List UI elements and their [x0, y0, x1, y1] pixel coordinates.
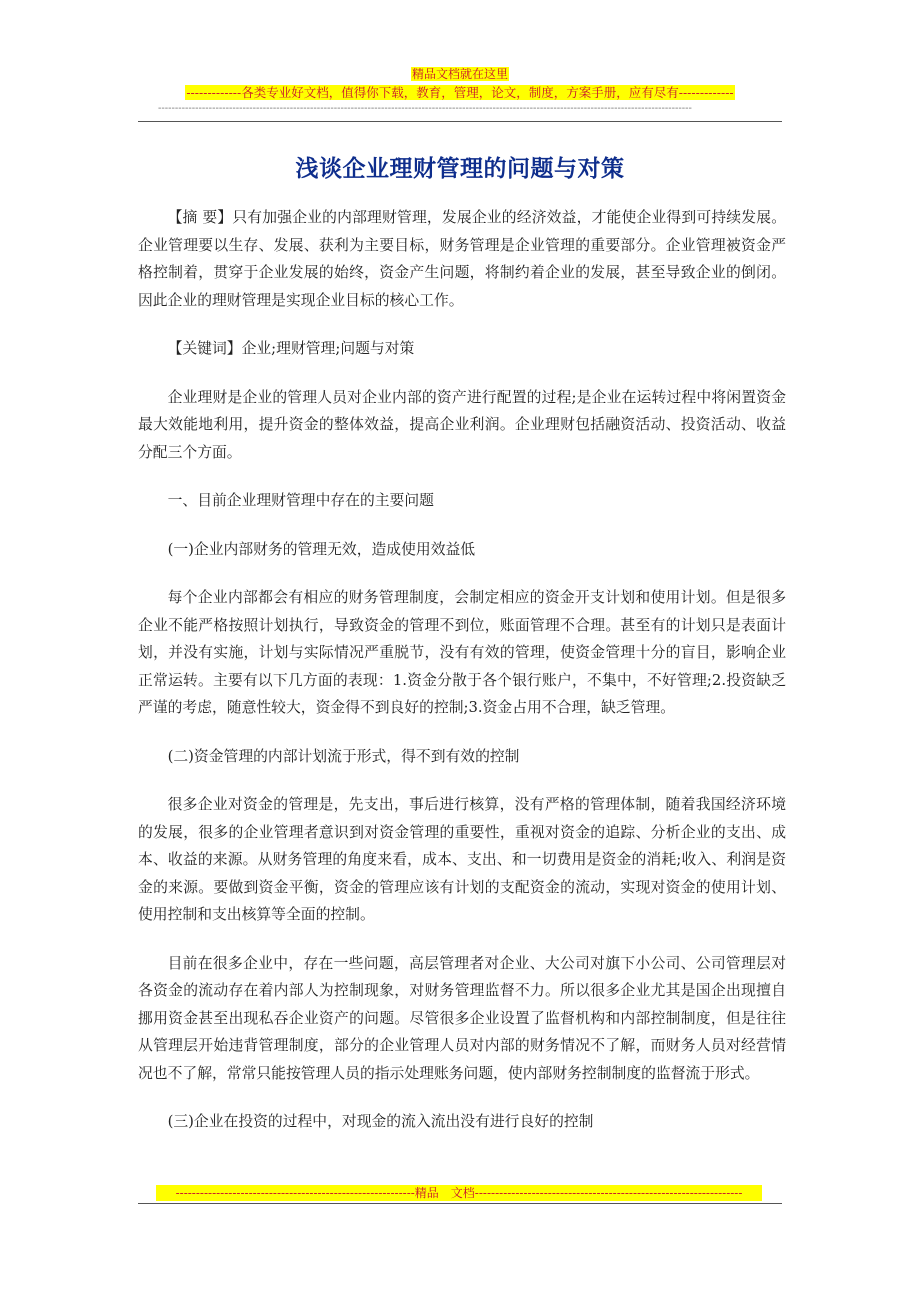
header-dash-line: -------------------------------------------------------------------------------------------------------------------------------------------------------------- [158, 103, 692, 114]
subsection-heading-1: (一)企业内部财务的管理无效，造成使用效益低 [167, 540, 476, 558]
document-title: 浅谈企业理财管理的问题与对策 [295, 155, 625, 182]
header-tagline [0, 66, 920, 82]
intro-paragraph: 企业理财是企业的管理人员对企业内部的资产进行配置的过程;是企业在运转过程中将闲置资金最大效能地利用，提升资金的整体效益，提高企业利润。企业理财包括融资活动、投资活动、收益分配三个方面。 [138, 388, 786, 461]
keywords-paragraph: 【关键词】企业;理财管理;问题与对策 [167, 340, 415, 357]
header-subtitle-text: -------------各类专业好文档，值得你下载，教育，管理，论文，制度，方案手册，应有尽有------------- [186, 85, 734, 100]
footer-banner: -----------------------------------------------------------精品 文档------------------------------------------------------------------ [156, 1185, 762, 1201]
footer-rule [138, 1203, 782, 1204]
subsection-heading-3: (三)企业在投资的过程中，对现金的流入流出没有进行良好的控制 [167, 1113, 594, 1130]
abstract-paragraph: 【摘 要】只有加强企业的内部理财管理，发展企业的经济效益，才能使企业得到可持续发展。企业管理要以生存、发展、获利为主要目标，财务管理是企业管理的重要部分。企业管理被资金严格控制着，贯穿于企业发展的始终，资金产生问题，将制约着企业的发展，甚至导致企业的倒闭。因此企业的理财管理是实现企业目标的核心工作。 [138, 209, 786, 309]
subsection-heading-2: (二)资金管理的内部计划流于形式，得不到有效的控制 [167, 747, 520, 765]
section-heading-1: 一、目前企业理财管理中存在的主要问题 [167, 492, 434, 509]
header-subtitle [0, 85, 920, 101]
document-body [138, 204, 786, 1157]
body-paragraph: 每个企业内部都会有相应的财务管理制度，会制定相应的资金开支计划和使用计划。但是很多企业不能严格按照计划执行，导致资金的管理不到位，账面管理不合理。甚至有的计划只是表面计划，并没有实施，计划与实际情况严重脱节，没有有效的管理，使资金管理十分的盲目，影响企业正常运转。主要有以下几方面的表现：1.资金分散于各个银行账户，不集中，不好管理;2.投资缺乏严谨的考虑，随意性较大，资金得不到良好的控制;3.资金占用不合理，缺乏管理。 [138, 589, 786, 716]
body-paragraph: 目前在很多企业中，存在一些问题，高层管理者对企业、大公司对旗下小公司、公司管理层对各资金的流动存在着内部人为控制现象，对财务管理监督不力。所以很多企业尤其是国企出现擅自挪用资金甚至出现私吞企业资产的问题。尽管很多企业设置了监督机构和内部控制制度，但是往往从管理层开始违背管理制度，部分的企业管理人员对内部的财务情况不了解，而财务人员对经营情况也不了解，常常只能按管理人员的指示处理账务问题，使内部财务控制制度的监督流于形式。 [138, 954, 786, 1082]
body-paragraph: 很多企业对资金的管理是，先支出，事后进行核算，没有严格的管理体制，随着我国经济环境的发展，很多的企业管理者意识到对资金管理的重要性，重视对资金的追踪、分析企业的支出、成本、收益的来源。从财务管理的角度来看，成本、支出、和一切费用是资金的消耗;收入、利润是资金的来源。要做到资金平衡，资金的管理应该有计划的支配资金的流动，实现对资金的使用计划、使用控制和支出核算等全面的控制。 [138, 796, 786, 923]
header-rule [138, 121, 782, 122]
header-tagline-text: 精品文档就在这里 [411, 67, 508, 81]
